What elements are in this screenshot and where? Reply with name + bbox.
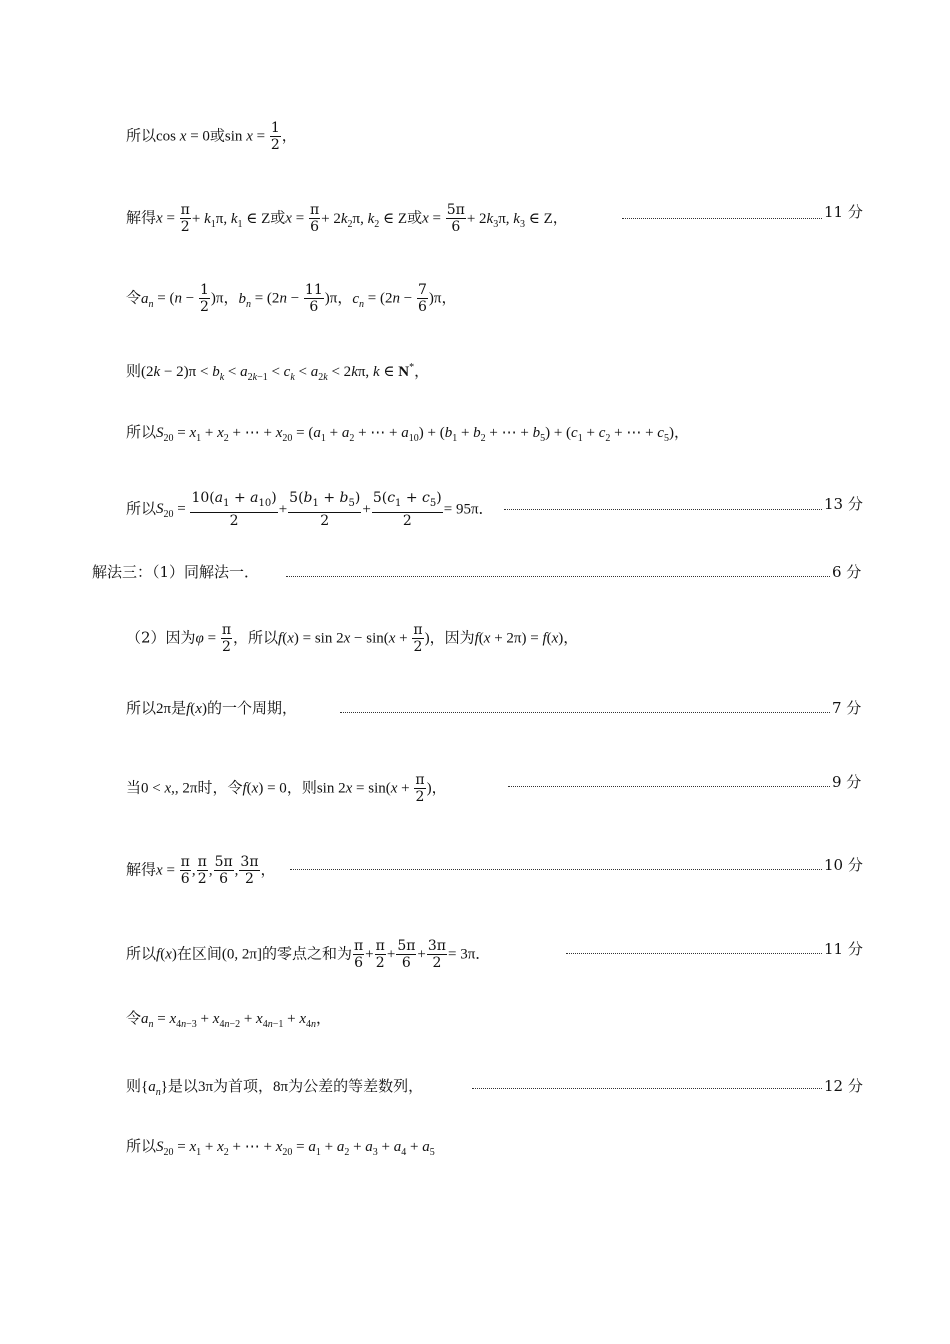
score-label: 7 分 [832, 699, 862, 717]
line-7-text: 解法三：（1）同解法一． [92, 563, 260, 581]
dotted-leader [566, 952, 822, 954]
dotted-leader [286, 575, 830, 577]
line-12 [0, 926, 950, 971]
line-8 [0, 610, 950, 655]
dotted-leader [472, 1087, 822, 1089]
score-label: 13 分 [824, 495, 863, 513]
dotted-leader [340, 711, 830, 713]
dotted-leader [290, 868, 822, 870]
score-label: 11 分 [824, 940, 863, 958]
line-2-text: 解得x = $\frac{\pi}{2}$ + $k_1\pi$, $k_1$ ∈ Z或x = $\frac{\pi}{6}$ + $2k_2\pi$, $k_2$ ∈ Z或x = $\frac{5\pi}{6}$ + $2k_3\pi$, $k_3$ ∈ Z， [126, 202, 568, 235]
line-3 [0, 270, 950, 315]
line-4 [0, 348, 950, 388]
line-14 [0, 1070, 950, 1110]
line-13-text: 令$a_n = x_{4n-3} + x_{4n-2} + x_{4n-1} + x_{4n}$， [126, 1009, 332, 1030]
line-11 [0, 842, 950, 887]
line-9 [0, 694, 950, 734]
line-5-text: 所以$S_{20} = x_1 + x_2$ + ⋯ + $x_{20} = (a_1 + a_2$ + ⋯ + $a_{10}) + (b_1 + b_2$ + ⋯ + $b_5) + (c_1 + c_2$ + ⋯ + $c_5$)， [126, 423, 689, 444]
score-label: 9 分 [832, 773, 862, 791]
line-12-text: 所以f(x)在区间(0, 2π]的零点之和为 $\frac{\pi}{6}$ + $\frac{\pi}{2}$ + $\frac{5\pi}{6}$ + $\frac{3\pi}{2}$ = 3π． [126, 938, 491, 971]
line-15-text: 所以$S_{20} = x_1 + x_2$ + ⋯ + $x_{20} = a_1 + a_2 + a_3 + a_4 + a_5$ [126, 1137, 435, 1158]
line-1-text: 所以cos x = 0或sin x = $\frac{1}{2}$ ， [126, 120, 297, 153]
dotted-leader [508, 785, 830, 787]
line-2 [0, 190, 950, 235]
line-10-text: 当0 < x,, 2π时，令f(x) = 0，则sin 2x = sin(x + $\frac{\pi}{2}$ )， [126, 772, 447, 805]
line-13 [0, 1004, 950, 1044]
score-label: 10 分 [824, 856, 863, 874]
score-label: 12 分 [824, 1077, 863, 1095]
line-4-text: 则$(2k - 2)\pi < b_k < a_{2k-1} < c_k < a_{2k} < 2k\pi$, k ∈ N*， [126, 362, 430, 383]
line-1 [0, 104, 950, 153]
line-5 [0, 412, 950, 452]
line-6-text: 所以$S_{20}$ = $\frac{10(a_1 + a_{10})}{2}$ + $\frac{5(b_1 + b_5)}{2}$ + $\frac{5(c_1 + c_5)}{2}$ = 95π． [126, 490, 494, 529]
line-3-text: 令$a_n = (n$ − $\frac{1}{2}$ )π，$b_n = (2n$ − $\frac{11}{6}$ )π，$c_n = (2n$ − $\frac{7}{6}$ )π， [126, 282, 457, 315]
line-10 [0, 762, 950, 805]
dotted-leader [504, 508, 822, 510]
dotted-leader [622, 217, 822, 219]
line-9-text: 所以2π是f(x)的一个周期， [126, 699, 297, 717]
line-11-text: 解得x = $\frac{\pi}{6}$ , $\frac{\pi}{2}$ , $\frac{5\pi}{6}$ , $\frac{3\pi}{2}$ ， [126, 854, 276, 887]
line-15 [0, 1130, 950, 1170]
line-14-text: 则$\{a_n\}$是以3π为首项，8π为公差的等差数列， [126, 1077, 424, 1098]
line-7 [0, 560, 950, 600]
score-label: 6 分 [832, 563, 862, 581]
line-6 [0, 484, 950, 529]
score-label: 11 分 [824, 203, 863, 221]
line-8-text: （2）因为φ = $\frac{\pi}{2}$ ，所以f(x) = sin 2x − sin(x + $\frac{\pi}{2}$ )，因为f(x + 2π) = f(x)， [126, 622, 579, 655]
